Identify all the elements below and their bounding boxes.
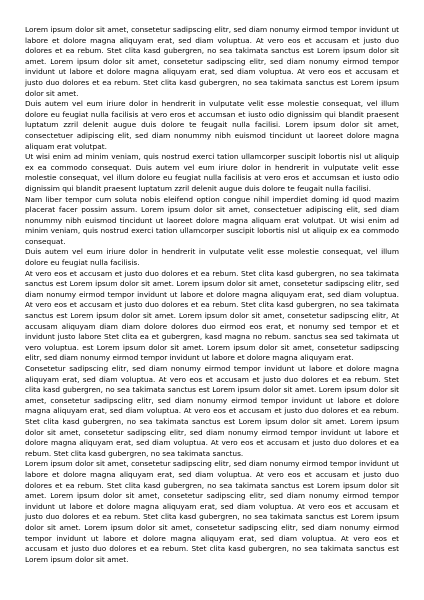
- paragraph-3: Ut wisi enim ad minim veniam, quis nostrud exerci tation ullamcorper suscipit lobortis nisl ut aliquip ex ea commodo consequat. Duis autem vel eum iriure dolor in hendrerit in vulputate velit esse molestie consequat, vel illum dolore eu feugiat nulla facilisis at vero eros et accumsan et iusto odio dignissim qui blandit praesent luptatum zzril delenit augue duis dolore te feugait nulla facilisi.: [25, 152, 399, 193]
- paragraph-2: Duis autem vel eum iriure dolor in hendrerit in vulputate velit esse molestie consequat, vel illum dolore eu feugiat nulla facilisis at vero eros et accumsan et iusto odio dignissim qui blandit praesent luptatum zzril delenit augue duis dolore te feugait nulla facilisi. Lorem ipsum dolor sit amet, consectetuer adipiscing elit, sed diam nonummy nibh euismod tincidunt ut laoreet dolore magna aliquam erat volutpat.: [25, 99, 399, 151]
- paragraph-4: Nam liber tempor cum soluta nobis eleifend option congue nihil imperdiet doming id quod mazim placerat facer possim assum. Lorem ipsum dolor sit amet, consectetuer adipiscing elit, sed diam nonummy nibh euismod tincidunt ut laoreet dolore magna aliquam erat volutpat. Ut wisi enim ad minim veniam, quis nostrud exerci tation ullamcorper suscipit lobortis nisl ut aliquip ex ea commodo consequat.: [25, 194, 399, 246]
- paragraph-8: Lorem ipsum dolor sit amet, consetetur sadipscing elitr, sed diam nonumy eirmod tempor invidunt ut labore et dolore magna aliquyam erat, sed diam voluptua. At vero eos et accusam et justo duo dolores et ea rebum. Stet clita kasd gubergren, no sea takimata sanctus est Lorem ipsum dolor sit amet. Lorem ipsum dolor sit amet, consetetur sadipscing elitr, sed diam nonumy eirmod tempor invidunt ut labore et dolore magna aliquyam erat, sed diam voluptua. At vero eos et accusam et justo duo dolores et ea rebum. Stet clita kasd gubergren, no sea takimata sanctus est Lorem ipsum dolor sit amet. Lorem ipsum dolor sit amet, consetetur sadipscing elitr, sed diam nonumy eirmod tempor invidunt ut labore et dolore magna aliquyam erat, sed diam voluptua. At vero eos et accusam et justo duo dolores et ea rebum. Stet clita kasd gubergren, no sea takimata sanctus est Lorem ipsum dolor sit amet.: [25, 459, 399, 564]
- paragraph-5: Duis autem vel eum iriure dolor in hendrerit in vulputate velit esse molestie consequat, vel illum dolore eu feugiat nulla facilisis.: [25, 247, 399, 268]
- paragraph-6: At vero eos et accusam et justo duo dolores et ea rebum. Stet clita kasd gubergren, no sea takimata sanctus est Lorem ipsum dolor sit amet. Lorem ipsum dolor sit amet, consetetur sadipscing elitr, sed diam nonumy eirmod tempor invidunt ut labore et dolore magna aliquyam erat, sed diam voluptua. At vero eos et accusam et justo duo dolores et ea rebum. Stet clita kasd gubergren, no sea takimata sanctus est Lorem ipsum dolor sit amet. Lorem ipsum dolor sit amet, consetetur sadipscing elitr, At accusam aliquyam diam diam dolore dolores duo eirmod eos erat, et nonumy sed tempor et et invidunt justo labore Stet clita ea et gubergren, kasd magna no rebum. sanctus sea sed takimata ut vero voluptua. est Lorem ipsum dolor sit amet. Lorem ipsum dolor sit amet, consetetur sadipscing elitr, sed diam nonumy eirmod tempor invidunt ut labore et dolore magna aliquyam erat.: [25, 268, 399, 363]
- paragraph-1: Lorem ipsum dolor sit amet, consetetur sadipscing elitr, sed diam nonumy eirmod tempor invidunt ut labore et dolore magna aliquyam erat, sed diam voluptua. At vero eos et accusam et justo duo dolores et ea rebum. Stet clita kasd gubergren, no sea takimata sanctus est Lorem ipsum dolor sit amet. Lorem ipsum dolor sit amet, consetetur sadipscing elitr, sed diam nonumy eirmod tempor invidunt ut labore et dolore magna aliquyam erat, sed diam voluptua. At vero eos et accusam et justo duo dolores et ea rebum. Stet clita kasd gubergren, no sea takimata sanctus est Lorem ipsum dolor sit amet.: [25, 25, 399, 98]
- document-page: [25, 25, 399, 565]
- paragraph-7: Consetetur sadipscing elitr, sed diam nonumy eirmod tempor invidunt ut labore et dolore magna aliquyam erat, sed diam voluptua. At vero eos et accusam et justo duo dolores et ea rebum. Stet clita kasd gubergren, no sea takimata sanctus est Lorem ipsum dolor sit amet. Lorem ipsum dolor sit amet, consetetur sadipscing elitr, sed diam nonumy eirmod tempor invidunt ut labore et dolore magna aliquyam erat, sed diam voluptua. At vero eos et accusam et justo duo dolores et ea rebum. Stet clita kasd gubergren, no sea takimata sanctus est Lorem ipsum dolor sit amet. Lorem ipsum dolor sit amet, consetetur sadipscing elitr, sed diam nonumy eirmod tempor invidunt ut labore et dolore magna aliquyam erat, sed diam voluptua. At vero eos et accusam et justo duo dolores et ea rebum. Stet clita kasd gubergren, no sea takimata sanctus.: [25, 364, 399, 458]
